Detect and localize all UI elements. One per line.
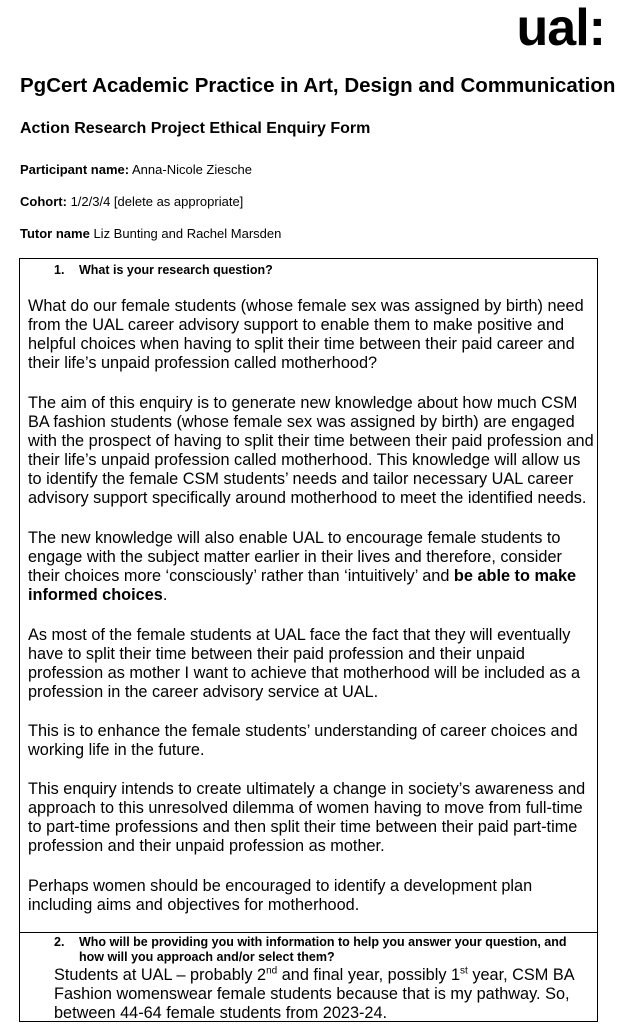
- participant-field: [20, 162, 252, 177]
- answer-1-bold-text: be able to make informed choices: [28, 567, 577, 604]
- answer-1-paragraph: Perhaps women should be encouraged to identify a development plan including aims and objectives for motherhood.: [28, 877, 533, 914]
- answer-2-superscript: st: [460, 965, 468, 977]
- answer-1-text: The new knowledge will also enable UAL to encourage female students to engage with the subject matter earlier in their lives and therefore, consider their choices more ‘consciously’ rather than ‘intuitively’ and: [28, 529, 562, 585]
- participant-value: Anna-Nicole Ziesche: [132, 162, 252, 177]
- answer-2-superscript: nd: [266, 965, 278, 977]
- tutor-field: [20, 226, 281, 241]
- tutor-value: Liz Bunting and Rachel Marsden: [93, 226, 282, 241]
- answer-1-paragraph: What do our female students (whose female sex was assigned by birth) need from the UAL career advisory support to enable them to make positive and helpful choices when having to split their time between their paid career and their life’s unpaid profession called motherhood?: [28, 297, 584, 372]
- answer-2-text: and final year, possibly 1: [277, 966, 461, 984]
- answer-1-paragraph: As most of the female students at UAL face the fact that they will eventually have to split their time between their paid profession and their unpaid profession as mother I want to achieve that motherhood will be included as a profession in the career advisory service at UAL.: [28, 626, 581, 701]
- page-title: PgCert Academic Practice in Art, Design and Communication: [20, 74, 616, 97]
- answer-1-paragraph: This enquiry intends to create ultimately a change in society’s awareness and approach to this unresolved dilemma of women having to move from full-time to part-time professions and then split their time between their paid part-time profession and their unpaid profession as mother.: [28, 780, 586, 855]
- question-1-number: 1.: [54, 263, 65, 277]
- answer-2-text: Students at UAL – probably 2: [54, 966, 267, 984]
- answer-1-text: .: [162, 586, 168, 604]
- question-1-text: What is your research question?: [79, 263, 273, 277]
- question-2-text: Who will be providing you with information to help you answer your question, and how will you approach and/or select them?: [79, 935, 567, 964]
- answer-1-paragraph: [28, 529, 598, 605]
- participant-label: Participant name:: [20, 162, 130, 177]
- answer-1-paragraph: The aim of this enquiry is to generate new knowledge about how much CSM BA fashion students (whose female sex was assigned by birth) are engaged with the prospect of having to split their time between their paid profession and their life’s unpaid profession called motherhood. This knowledge will allow us to identify the female CSM students’ needs and tailor necessary UAL career advisory support specifically around motherhood to meet the identified needs.: [28, 394, 594, 507]
- answer-2-text: year, CSM BA Fashion womenswear female students because that is my pathway. So, between 44-64 female students from 2023-24.: [54, 966, 574, 1022]
- cohort-field: [20, 194, 243, 209]
- answer-1-paragraph: This is to enhance the female students’ understanding of career choices and working life in the future.: [28, 722, 578, 759]
- row-divider: [20, 932, 597, 933]
- questions-table: [19, 258, 598, 1022]
- cohort-label: Cohort:: [20, 194, 67, 209]
- question-2-number: 2.: [54, 935, 65, 949]
- tutor-label: Tutor name: [20, 226, 90, 241]
- form-title: Action Research Project Ethical Enquiry Form: [20, 120, 371, 137]
- ual-logo: ual:: [516, 0, 605, 57]
- answer-2-paragraph: [54, 966, 594, 1023]
- cohort-value: 1/2/3/4 [delete as appropriate]: [70, 194, 244, 209]
